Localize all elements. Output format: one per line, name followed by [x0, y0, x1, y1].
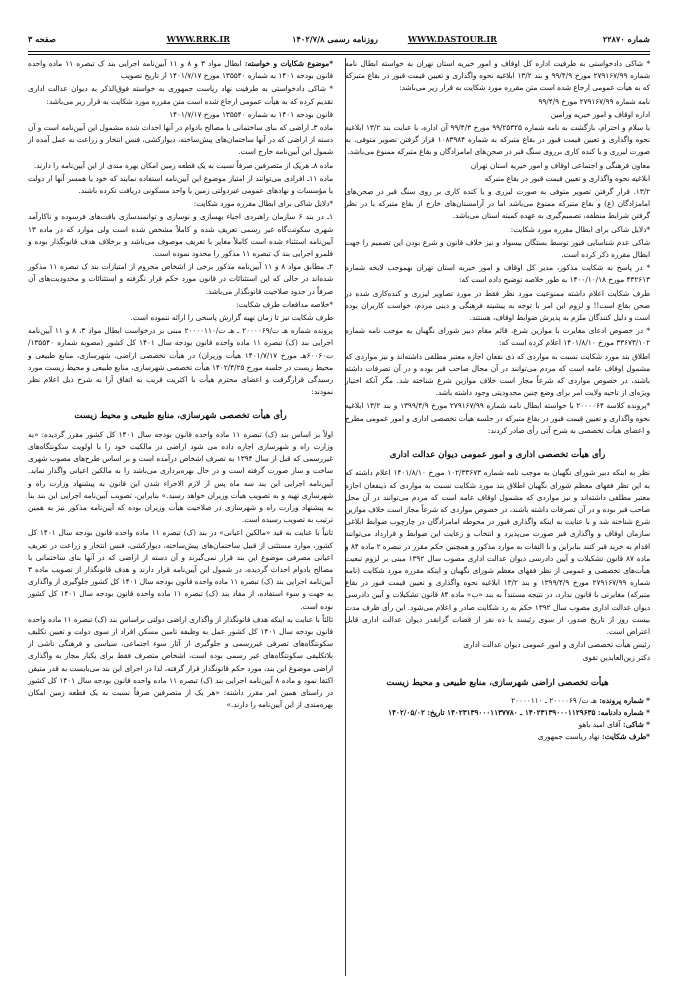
paragraph: اولاً بر اساس بند (ک) تبصره ۱۱ ماده واحده قانون بودجه سال ۱۴۰۱ کل کشور مقرر گردیده: «به وزارت راه و شهرسازی اجازه داده می شود اراضی در مالکیت خود را با اولویت سکونتگاه‌های غیررسمی که قبل از سال ۱۳۹۴ به تصرف اشخاص درآمده است و بر اساس طرح‌های مصوب شهری ساخت و ساز صورت گرفته است و در حال بهره‌برداری می‌باشد را به مالکین اعیانی واگذار نماید. آیین‌نامه اجرایی این بند سه ماه پس از لازم الاجراء شدن این قانون به پیشنهاد وزارت راه و شهرسازی تهیه و به تصویب هیأت وزیران خواهد رسید.» بنابراین، تصویب آیین‌نامه اجرایی این بند بنا به پیشنهاد وزارت راه و شهرسازی در صلاحیت هیأت وزیران بوده که آیین‌نامه مذکور نیز به همین ترتیب به تصویب رسیده است.	[28, 429, 333, 525]
paragraph: *خلاصه مدافعات طرف شکایت:	[236, 299, 333, 309]
paragraph: نامه شماره ۲۷۹۱۶۷/۹۹ مورخ ۹۹/۴/۹	[538, 96, 650, 106]
paragraph: با سلام و احترام، بازگشت به نامه شماره ۹۹/۲۵۳۲۵ مورخ ۹۹/۴/۳ آن اداره، با عنایت بند ۱۳/۲ ابلاغیه نحوه واگذاری و تعیین قیمت قبور در بقاع متبرکه به شماره ۱۰۸۳۹۸۴ قرار گرفتن تصویر متوفی، به صورت لیزری و یا کنده کاری برروی سنگ قبر در صحن‌های امامزادگان و بقاع متبرکه ممنوع می‌باشد.	[345, 123, 651, 157]
paragraph: معاون فرهنگی و اجتماعی اوقاف و امور خیریه استان تهران	[470, 160, 650, 170]
verdict-number-line	[345, 707, 650, 719]
paragraph: * شاکی دادخواستی به طرفیت اداره کل اوقاف و امور خیریه استان تهران به خواسته ابطال نامه شماره ۲۷۹۱۶۷/۹۹ مورخ ۹۹/۴/۹ و بند ۱۳/۲ ابلاغیه نحوه واگذاری و تعیین قیمت قبور در بقاع متبرکه که به هیأت عمومی ارجاع شده است متن مقرره مورد شکایت به قرار زیر می‌باشد:	[345, 59, 650, 93]
left-column	[28, 58, 333, 712]
subject-text: ابطال مواد ۳ و ۸ و ۱۱ آیین‌نامه اجرایی بند ک تبصره ۱۱ ماده واحده قانون بودجه ۱۴۰۱ به شماره ۱۳۵۵۴۰ مورخ ۱۴۰۱/۷/۱۷ از تاریخ تصویب	[28, 59, 333, 81]
header-date: روزنامه رسمی ۱۴۰۲/۷/۸	[292, 34, 378, 44]
paragraph: نظر به اینکه دبیر شورای نگهبان به موجب نامه شماره ۱۰۲/۳۳۶۷۳ مورخ ۱۴۰۱/۸/۱۰ اعلام داشته که به این نظر فقهای معظم شورای نگهبان اطلاق بند مورد شکایت نسبت به مواردی که ذینفعان اجازه معتبر مطلقی داشته‌اند و نیز مواردی که مشمول اوقاف عامه است که مردم می‌توانند در آن محل صاحب قبر بوده و در آن تصرفات داشته باشند، در خصوص مواردی که شرعاً مجاز است خلاف موازین شرع شناخته شد و با عنایت به اینکه واگذاری قبور در محوطه امامزادگان در چارچوب ضوابط ابلاغی سازمان اوقاف و واگذاری قبر صورت می‌پذیرد و انتخاب و رعایت این ضوابط و قرارداد می‌توانند اقدام به خرید قبر کنند بنابراین و با التفات به موارد مذکور و همچنین حکم مقرر در تبصره ۲ ماده ۸۴ و ماده ۸۷ قانون تشکیلات و آیین دادرسی دیوان عدالت اداری مصوب سال ۱۳۹۲ مبنی بر لزوم تبعیت هیأت‌های تخصصی و عمومی از نظر فقهای معظم شورای نگهبان و اینکه مقرره مورد شکایت (نامه شماره ۲۷۹۱۶۷/۹۹ مورخ ۱۳۹۹/۴/۹ و بند ۱۳/۲ ابلاغیه نحوه واگذاری و تعیین قیمت قبور در بقاع متبرکه) مغایرتی با قانون ندارد، در نتیجه مستنداً به بند «ب» ماده ۸۴ قانون تشکیلات و آیین دادرسی دیوان عدالت اداری مصوب سال ۱۳۹۲ حکم به رد شکایت صادر و اعلام می‌شود. این رأی ظرف مدت بیست روز از تاریخ صدور، از سوی رئیسد یا ده نفر از قضات گرانقدر دیوان عدالت اداری قابل اعتراض است.	[345, 468, 651, 636]
section-title: هیأت تخصصی اراضی شهرسازی، منابع طبیعی و محیط زیست	[386, 677, 609, 688]
issue-number: شماره ۲۲۸۷۰	[602, 34, 650, 44]
paragraph: ثانیاً با عنایت به قید «مالکین اعیانی» در بند (ک) تبصره ۱۱ ماده واحده قانون بودجه سال ۱۴۰۱ کل کشور، موارد مستثنی از قبیل ساختمان‌های پیش‌ساخته، دیوارکشی، فنس انتخار و زراعت در تعریف اعیانی مصرفی موضوع این بند قرار نمی‌گیرند و آن دسته از اراضی که در آنها بنای ساختمانی با مصالح بادوام احداث گردیده، در شمول این آیین‌نامه قرار دارند و هدف قانونگذار از تصویب ماده ۳ آیین‌نامه اجرایی بند (ک) تبصره ۱۱ ماده واحده قانون بودجه سال ۱۴۰۱ کل کشور جلوگیری از واگذاری به جهت و سوء استفاده، از مفاد بند (ک) تبصره ۱۱ ماده واحده قانون بودجه سال ۱۴۰۱ کل کشور بوده است.	[28, 528, 333, 611]
verdict-number-label: * شماره دادنامه:	[597, 707, 650, 717]
paragraph: طرف شکایت نیز تا زمان تهیه گزارش پاسخی را ارائه ننموده است.	[130, 313, 333, 323]
paragraph: شاکی عدم شناسایی قبور توسط بستگان بیسواد و نیز خلاف قانون و شرع بودن این تصمیم را جهت ابطال مقرره ذکر کرده است.	[345, 237, 650, 260]
paragraph: ماده ۳ـ اراضی که بنای ساختمانی با مصالح بادوام در آنها احداث شده مشمول این آیین‌نامه است و آن دسته از اراضی که در آنها ساختمان‌های پیش‌ساخته، دیوارکشی، فنس انتخار و زراعت به عمل آمده از شمول این آیین‌نامه خارج است.	[28, 123, 333, 157]
paragraph: ۲ـ مطابق مواد ۸ و ۱۱ آیین‌نامه مذکور برخی از اشخاص محروم از امتیازات بند ک تبصره ۱۱ مذکور شده‌اند در حالی که این استثنائات در قانون مورد حکم قرار نگرفته و استثنائات و محدودیت‌های آن صرفاً در حدود صلاحیت قانونگذار می‌باشد.	[28, 262, 333, 296]
plaintiff-label: * شاکی:	[623, 720, 650, 730]
paragraph: *پرونده کلاسه ۲۰۰۰۰۶۴ با خواسته ابطال نامه شماره ۲۷۹۱۶۷/۹۹ مورخ ۱۳۹۹/۴/۹ و بند ۱۳/۲ ابلاغیه نحوه واگذاری و تعیین قیمت قبور در بقاع متبرکه در جلسه هیأت تخصصی اداری و امور عمومی مطرح و اعضای هیأت تخصصی به شرح آتی رأی صادر کردند:	[345, 401, 650, 435]
signature-name: دکتر زین‌العابدین تقوی	[582, 653, 650, 663]
paragraph: ثالثاً با عنایت به اینکه هدف قانونگذار از واگذاری اراضی دولتی براساس بند (ک) تبصره ۱۱ ماده واحده قانون بودجه سال ۱۴۰۱ کل کشور عمل به وظیفه تامین مسکن افراد از سوی دولت و تعیین تکلیف سکونتگاه‌های تصرفی غیررسمی و جلوگیری از آثار سوء اجتماعی، سیاسی و فرهنگی ناشی از بلاتکلیفی سکونتگاه‌های غیر رسمی بوده است، اشخاص متصرف فقط برای یکبار مجاز به واگذاری اراضی موضوع این بند، مورد حکم قانونگذار قرار گرفته، لذا در اجرای این بند می‌بایست به قدر متیقن اکتفا نمود و ماده ۸ آیین‌نامه اجرایی بند (ک) تبصره ۱۱ ماده واحده قانون بودجه سال ۱۴۰۱ کل کشور در راستای همین امر مقرر داشته: «هر یک از متصرفین صرفاً نسبت به یک قطعه زمین امکان بهره‌مندی از این آیین‌نامه را دارند.»	[28, 614, 333, 710]
paragraph: پرونده شماره هـ ت/۲۰۰۰۰۶۹ ـ هـ ت/۲۰۰۰۰۱۱۰ مبنی بر درخواست ابطال مواد ۳، ۸ و ۱۱ آیین‌نامه اجرایی بند (ک) تبصره ۱۱ ماده واحده قانون بودجه سال ۱۴۰۱ کل کشور (مصوبه شماره ۱۳۵۵۴۰/ت۶۰۰۶۰هـ مورخ ۱۴۰۱/۷/۱۷ هیأت وزیران) در هیأت تخصصی اراضی، شهرسازی، منابع طبیعی و محیط زیست در جلسه مورخ ۱۴۰۲/۴/۲۵ هیأت تخصصی شهرسازی، منابع طبیعی و محیط زیست مورد رسیدگی قرارگرفت و اعضای محترم هیأت با اکثریت قریب به اتفاق آرا به شرح ذیل اعلام نظر نمودند:	[28, 326, 334, 397]
defendant-value: نهاد ریاست جمهوری	[537, 732, 600, 742]
defendant-line	[345, 731, 650, 743]
section-title: رأی هیأت تخصصی شهرسازی، منابع طبیعی و محیط زیست	[74, 411, 287, 422]
paragraph: قانون بودجه ۱۴۰۱ به شماره ۱۳۵۵۴۰ مورخ ۱۴۰۱/۷/۱۷	[169, 109, 333, 119]
paragraph: طرف شکایت اعلام داشته ممنوعیت مورد نظر فقط در مورد تصاویر لیزری و کنده‌کاری شده در صحن بقاع است!! و لزوم این امر با توجه به پیشینه فرهنگی و دینی مردم، خواست کاربران بوده است و دلیل کنندگان ملزم به پذیرش ضوابط اوقاف، هستند.	[345, 288, 650, 323]
header-link-dastour[interactable]: WWW.DASTOUR.IR	[407, 34, 497, 44]
paragraph: ماده ۱۱ـ افرادی می‌توانند از امتیاز موضوع این آیین‌نامه استفاده نمایند که خود یا همسر آنها از دولت یا مؤسسات و نهادهای عمومی غیردولتی زمین یا واحد مسکونی دریافت نکرده باشند.	[28, 173, 333, 196]
paragraph: * در پاسخ به شکایت مذکور، مدیر کل اوقاف و امور خیریه استان تهران بهموجب لایحه شماره ۴۳۲۶۱۳ مورخ ۱۴۰۰/۱۰/۱۸ به طور خلاصه توضیح داده است که:	[345, 263, 650, 285]
case-number-value: هـ ت/ ۲۰۰۰۰۶۹ ـ ۲۰۰۰۰۱۱۰	[511, 695, 597, 705]
right-column	[345, 58, 650, 744]
paragraph: * شاکی دادخواستی به طرفیت نهاد ریاست جمهوری به خواسته فوق‌الذکر به دیوان عدالت اداری تقدیم کرده که به هیأت عمومی ارجاع شده است متن مقرره مورد شکایت به قرار زیر می‌باشد:	[28, 84, 333, 106]
paragraph: ماده ۸ـ هریک از متصرفین صرفاً نسبت به یک قطعه زمین امکان بهره مندی از این آیین‌نامه را دارند.	[33, 160, 333, 170]
case-number-label: * شماره پرونده:	[599, 695, 650, 705]
verdict-number-value: ۱۴۰۲۳۱۳۹۰۰۰۱۱۲۹۶۳۵ ـ ۱۴۰۲۳۱۳۹۰۰۰۱۱۳۷۷۸۰ تاریخ: ۱۴۰۲/۰۵/۰۲	[388, 707, 596, 717]
paragraph: * در خصوص ادعای مغایرت با موازین شرع، قائم مقام دبیر شورای نگهبان به موجب نامه شماره ۳۳۶۷۳/۱۰۲ مورخ ۱۴۰۱/۸/۱۰ اعلام کرده است که:	[345, 326, 650, 348]
plaintiff-line	[345, 719, 650, 731]
paragraph: ۱۳/۲. قرار گرفتن تصویر متوفی به صورت لیزری و یا کنده کاری بر روی سنگ قبر در صحن‌های امامزادگان (ع) و بقاع متبرکه ممنوع می‌باشد اما در آرامستان‌های خارج از بقاع متبرکه با در نظر گرفتن شرایط منطقه، تصمیم‌گیری به عهده کمیته استان می‌باشد.	[345, 187, 650, 221]
paragraph: *دلایل شاکی برای ابطال مقرره مورد شکایت:	[193, 199, 333, 209]
header-rule-thin	[28, 54, 650, 55]
paragraph: *دلایل شاکی برای ابطال مقرره مورد شکایت:	[510, 224, 650, 234]
page-header	[28, 34, 650, 48]
paragraph: ۱ـ در بند ۶ سازمان راهبردی احیاء بهسازی و نوسازی و توانمندسازی بافت‌های فرسوده و ناکارآمد شهری سکونت‌گاه غیر رسمی تعریف شده و کاملاً مشخص شده است ولی موارد که در ماده ۱۳ آیین‌نامه استثناء شده است کاملاً مغایر با تعریف موصوف می‌باشد و برخلاف هدف قانونگذار بوده و قلمرو اجرایی بند ک تبصره ۱۱ مذکور را محدود نموده است.	[28, 212, 333, 259]
header-link-rrk[interactable]: WWW.RRK.IR	[166, 34, 230, 44]
paragraph: اطلاق بند مورد شکایت نسبت به مواردی که ذی نفعان اجازه معتبر مطلقی داشته‌اند و نیز مواردی که مشمول اوقاف عامه است که مردم می‌توانند در آن محال صاحب قبر بوده و در آن تصرفات داشته باشند، در خصوص مواردی که شرعاً مجاز است خلاف موازین شرع شناخته شد. مگر آنکه اختیار ویژه‌ای از ناحیه ولایت امر برای وضع چنین محدودیتی وجود داشته باشد.	[345, 351, 650, 398]
section-title: رأی هیأت تخصصی اداری و امور عمومی دیوان عدالت اداری	[389, 450, 606, 461]
header-rule	[28, 51, 650, 52]
paragraph	[28, 58, 333, 82]
case-number-line	[345, 695, 650, 707]
paragraph: اداره اوقاف و امور خیریه ورامین	[550, 109, 650, 119]
page-number: صفحه ۳	[28, 34, 57, 44]
defendant-label: *طرف شکایت:	[601, 732, 650, 742]
paragraph: ابلاغیه نحوه واگذاری و تعیین قیمت قبور در بقاع متبرکه	[484, 173, 650, 183]
subject-label: *موضوع شکایات و خواسته:	[244, 59, 334, 68]
plaintiff-value: آقای امید باهو	[578, 720, 621, 730]
signature-title: رئیس هیأت تخصصی اداری و امور عمومی دیوان عدالت اداری	[463, 640, 650, 650]
